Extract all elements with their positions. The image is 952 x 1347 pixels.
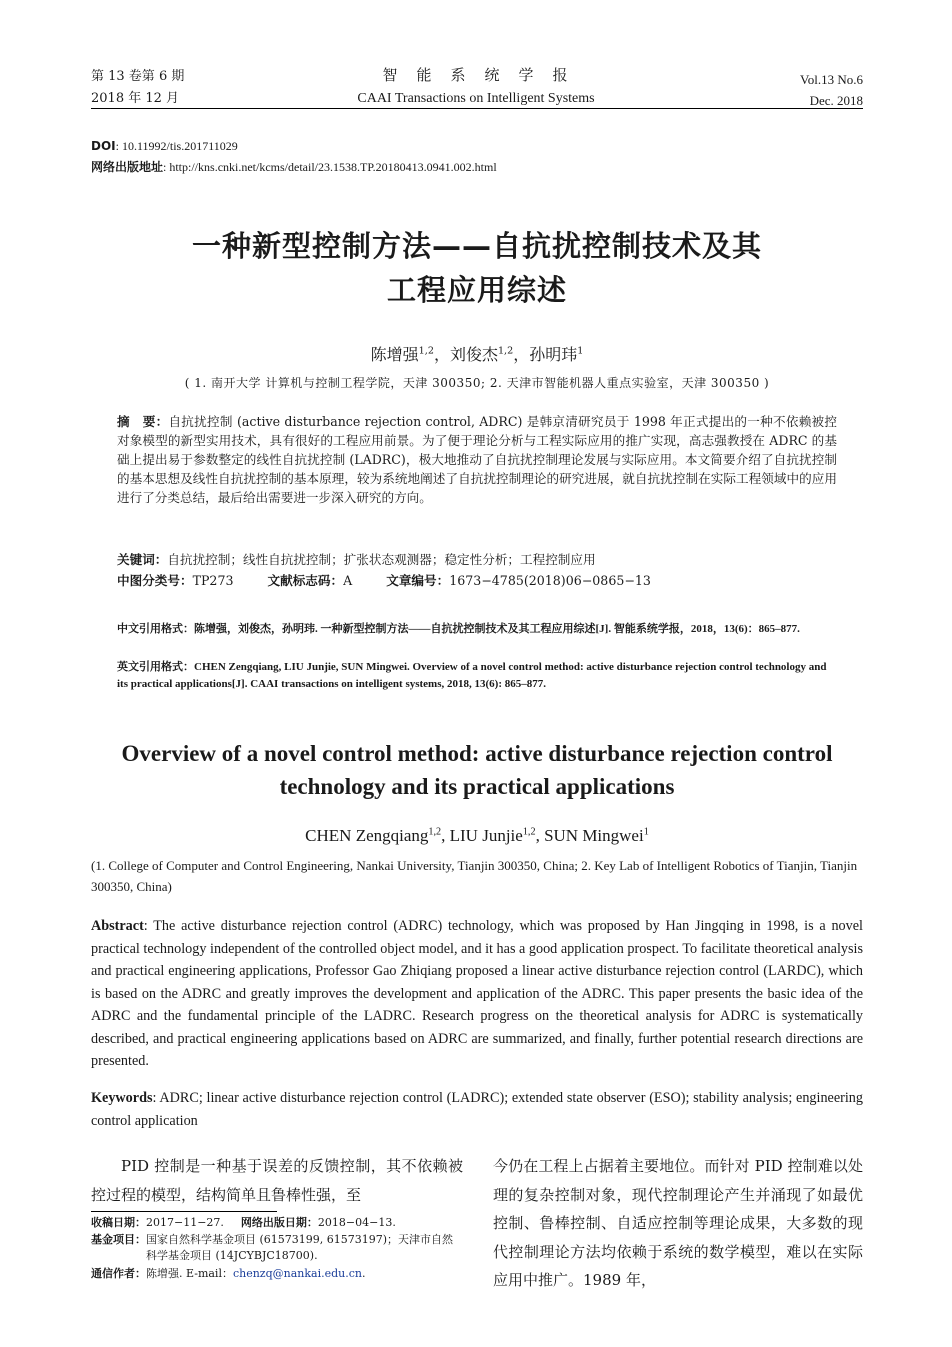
- title-zh-line2: 工程应用综述: [386, 273, 567, 307]
- authors-zh: [91, 342, 863, 365]
- email-link[interactable]: chenzq@nankai.edu.cn: [232, 1267, 362, 1280]
- keywords-zh: [117, 550, 837, 569]
- online-date-label: 网络出版日期：: [240, 1216, 318, 1229]
- issue-volume: 第 13 卷第 6 期: [91, 69, 185, 84]
- author-en-3-sup: 1: [643, 826, 649, 838]
- corresponding-value: 陈增强. E-mail：: [146, 1267, 233, 1280]
- issue-date: 2018 年 12 月: [91, 91, 180, 106]
- affiliation-zh: ( 1. 南开大学 计算机与控制工程学院，天津 300350; 2. 天津市智能机器人重点实验室，天津 300350 ): [184, 376, 770, 390]
- author-en-2: , LIU Junjie: [441, 826, 523, 845]
- doi-line: [91, 136, 238, 156]
- abstract-zh-label: 摘 要：: [117, 414, 169, 429]
- author-en-1: CHEN Zengqiang: [305, 826, 429, 845]
- keywords-zh-text: 自抗扰控制；线性自抗扰控制；扩张状态观测器；稳定性分析；工程控制应用: [167, 552, 596, 567]
- abstract-en: [91, 915, 863, 1073]
- corresponding-label: 通信作者：: [91, 1267, 146, 1280]
- citation-zh-label: 中文引用格式：: [117, 622, 194, 635]
- author-zh-2: ，刘俊杰: [433, 345, 498, 364]
- title-en-line2: technology and its practical applications: [279, 774, 675, 799]
- online-date-value: 2018−04−13.: [317, 1216, 396, 1229]
- online-address-line: [91, 157, 497, 177]
- header-rule: [91, 108, 863, 109]
- body-right-column: 今仍在工程上占据着主要地位。而针对 PID 控制难以处理的复杂控制对象，现代控制理论产生并涌现了如最优控制、鲁棒控制、自适应控制等理论成果，大多数的现代控制理论方法均依赖于系统的数学模型，难以在实际应用中推广。1989 年，: [493, 1157, 863, 1289]
- authors-en: [91, 826, 863, 846]
- keywords-en-text: : ADRC; linear active disturbance rejection control (LADRC); extended state observer (ESO); stability analysis; engineering control application: [91, 1090, 863, 1129]
- online-label: 网络出版地址: [91, 160, 164, 174]
- keywords-en: [91, 1087, 863, 1132]
- footnote-fund: [91, 1232, 463, 1263]
- footnote-dates: [91, 1215, 463, 1231]
- fund-label: 基金项目：: [91, 1233, 146, 1246]
- keywords-en-label: Keywords: [91, 1090, 153, 1106]
- date-en: Dec. 2018: [809, 93, 863, 108]
- online-url[interactable]: : http://kns.cnki.net/kcms/detail/23.1538.TP.20180413.0941.002.html: [163, 160, 497, 174]
- author-en-3: , SUN Mingwei: [535, 826, 644, 845]
- author-zh-2-sup: 1,2: [497, 345, 514, 357]
- title-zh-line1: 一种新型控制方法——自抗扰控制技术及其: [191, 229, 762, 263]
- author-zh-1-sup: 1,2: [418, 345, 434, 357]
- author-en-2-sup: 1,2: [522, 826, 536, 838]
- journal-title-en: CAAI Transactions on Intelligent Systems: [357, 91, 595, 106]
- footnote-corresponding: [91, 1266, 463, 1282]
- doi-label: DOI: [91, 139, 116, 153]
- article-number-label: 文章编号：: [386, 573, 450, 588]
- abstract-en-label: Abstract: [91, 918, 144, 934]
- author-zh-3-sup: 1: [577, 345, 584, 357]
- footnote-rule: [91, 1211, 277, 1212]
- citation-en-label: 英文引用格式：: [117, 660, 194, 673]
- affiliation-en: (1. College of Computer and Control Engineering, Nankai University, Tianjin 300350, China; 2. Key Lab of Intelligent Robotics of Tianjin, Tianjin 300350, China): [91, 858, 858, 894]
- author-en-1-sup: 1,2: [428, 826, 442, 838]
- author-zh-1: 陈增强: [370, 345, 419, 364]
- journal-title-zh: 智 能 系 统 学 报: [382, 66, 570, 84]
- email-end: .: [362, 1267, 366, 1280]
- volume-en: Vol.13 No.6: [800, 72, 863, 87]
- keywords-zh-label: 关键词：: [117, 552, 168, 567]
- clc-label: 中图分类号：: [117, 573, 193, 588]
- classification-line: [117, 571, 837, 590]
- abstract-zh-text: 自抗扰控制 (active disturbance rejection control, ADRC) 是韩京清研究员于 1998 年正式提出的一种不依赖被控对象模型的新型实用技术，具有很好的工程应用前景。为了便于理论分析与工程实际应用的推广实现，高志强教授在 ADRC 的基础上提出易于参数整定的线性自抗扰控制 (LADRC)，极大地推动了自抗扰控制理论发展与实际应用。本文简要介绍了自抗扰控制的基本思想及线性自抗扰控制的基本原理，较为系统地阐述了自抗扰控制理论的研究进展，就自抗扰控制在实际工程领域中的应用进行了分类总结，最后给出需要进一步深入研究的方向。: [117, 414, 838, 505]
- abstract-en-text: : The active disturbance rejection control (ADRC) technology, which was proposed by Han Jingqing in 1998, is a novel practical technology independent of the controlled object model, and it has a good application prospect. To facilitate theoretical analysis and practical engineering applications, Professor Gao Zhiqiang proposed a linear active disturbance rejection control (LARDC), which is based on the ADRC and greatly improves the development and application of the ADRC. This paper presents the basic idea of the ADRC and the fundamental principle of the LADRC. Research progress on the theoretical analysis for ADRC is systematically described, and practical engineering applications based on ADRC are summarized, and finally, further potential research directions are presented.: [91, 918, 863, 1069]
- received-label: 收稿日期：: [91, 1216, 146, 1229]
- title-en-line1: Overview of a novel control method: active disturbance rejection control: [121, 741, 833, 766]
- doi-value[interactable]: : 10.11992/tis.201711029: [115, 139, 238, 153]
- fund-value: 国家自然科学基金项目 (61573199, 61573197)；天津市自然科学基金项目 (14JCYBJC18700).: [146, 1233, 454, 1262]
- citation-en-text: CHEN Zengqiang, LIU Junjie, SUN Mingwei. Overview of a novel control method: active disturbance rejection control technology and its practical applications[J]. CAAI transactions on intelligent systems, 2018, 13(6): 865–877.: [117, 661, 827, 690]
- clc-value: TP273: [192, 573, 234, 588]
- doccode-value: A: [343, 573, 353, 588]
- citation-en: [117, 658, 837, 693]
- citation-zh-text: 陈增强，刘俊杰，孙明玮. 一种新型控制方法——自抗扰控制技术及其工程应用综述[J]. 智能系统学报，2018，13(6)：865–877.: [194, 623, 800, 635]
- author-zh-3: ，孙明玮: [513, 345, 578, 364]
- body-left-column: PID 控制是一种基于误差的反馈控制，其不依赖被控过程的模型，结构简单且鲁棒性强，至: [91, 1157, 463, 1204]
- received-value: 2017−11−27.: [146, 1216, 224, 1229]
- abstract-zh: [117, 412, 837, 507]
- article-number-value: 1673−4785(2018)06−0865−13: [449, 573, 651, 588]
- doccode-label: 文献标志码：: [267, 573, 344, 588]
- citation-zh: [117, 620, 837, 638]
